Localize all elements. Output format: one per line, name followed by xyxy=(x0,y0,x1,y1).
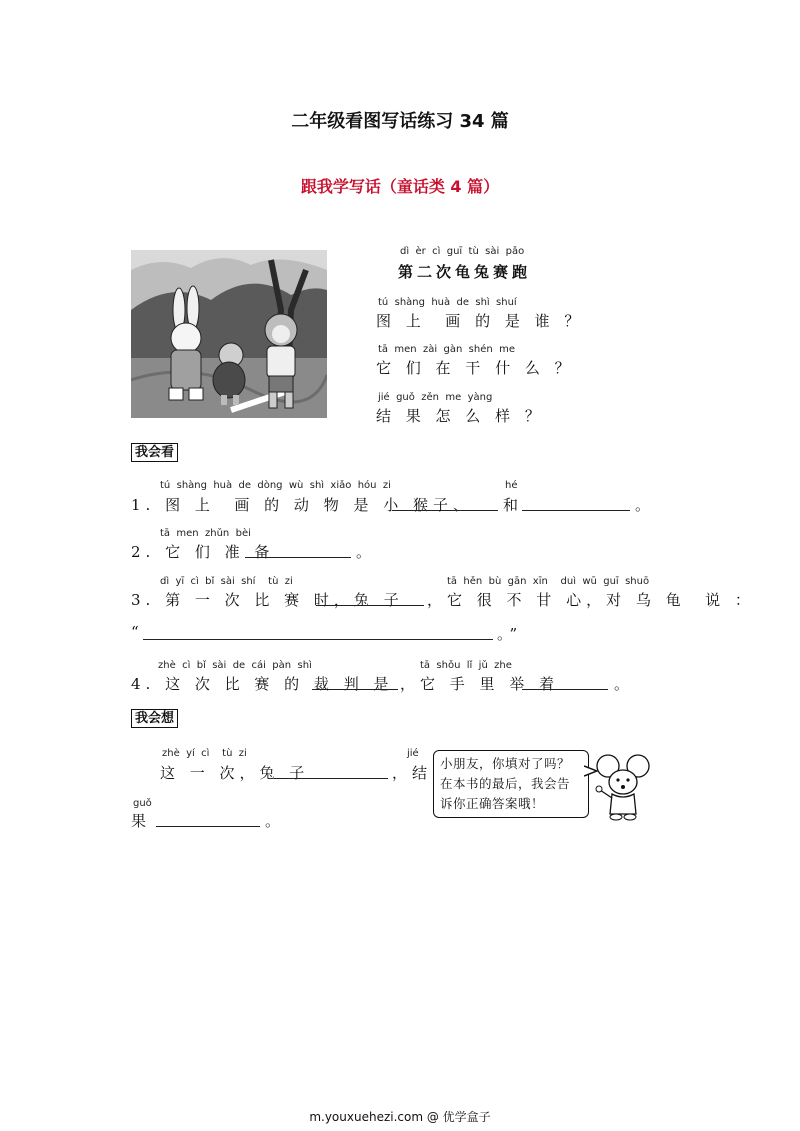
section-think-label: 我会想 xyxy=(131,709,178,728)
item-1-end: 。 xyxy=(635,496,656,514)
bubble-line-3: 诉你正确答案哦！ xyxy=(440,796,545,811)
item-3-text-a: 3. 第 一 次 比 赛 时，兔 子 xyxy=(131,591,404,609)
mouse-mascot-icon xyxy=(590,752,656,824)
page-title: 二年级看图写话练习 34 篇 xyxy=(291,111,509,132)
bubble-line-1: 小朋友，你填对了吗？ xyxy=(440,756,571,771)
think-pinyin-c: guǒ xyxy=(133,798,152,809)
item-3-quote-close: 。” xyxy=(497,625,523,643)
think-end: 。 xyxy=(265,812,286,830)
page-subtitle: 跟我学写话（童话类 4 篇） xyxy=(300,177,500,196)
item-3-pinyin-a: dì yī cì bǐ sài shí tù zi xyxy=(160,576,293,587)
item-3-blank-2[interactable] xyxy=(143,639,493,640)
item-1-blank-1[interactable] xyxy=(392,510,498,511)
item-3-pinyin-b: tā hěn bù gān xīn duì wū guī shuō xyxy=(447,576,650,587)
item-4-blank-1[interactable] xyxy=(312,689,398,690)
item-2-text: 2. 它 们 准 备 xyxy=(131,543,275,561)
item-3-blank-1[interactable] xyxy=(316,605,424,606)
item-3-text-b: ，它 很 不 甘 心，对 乌 龟 说 ： xyxy=(427,591,755,609)
item-4-end: 。 xyxy=(614,675,635,693)
story-title-pinyin: dì èr cì guī tù sài pǎo xyxy=(400,246,525,257)
item-2-pinyin: tā men zhǔn bèi xyxy=(160,528,251,539)
item-2-end: 。 xyxy=(356,543,377,561)
story-illustration xyxy=(131,250,327,418)
question-3-pinyin: jié guǒ zěn me yàng xyxy=(378,392,493,403)
item-4-blank-2[interactable] xyxy=(522,689,608,690)
question-3: 结 果 怎 么 样 ？ xyxy=(376,407,545,425)
item-4-pinyin-b: tā shǒu lǐ jǔ zhe xyxy=(420,660,512,671)
think-pinyin-a: zhè yí cì tù zi xyxy=(162,748,247,759)
think-pinyin-b: jié xyxy=(407,748,419,759)
item-4-pinyin-a: zhè cì bǐ sài de cái pàn shì xyxy=(158,660,312,671)
item-1-he: 和 xyxy=(503,496,524,514)
item-3-quote-open: “ xyxy=(131,623,144,641)
think-blank-1[interactable] xyxy=(274,778,388,779)
question-2-pinyin: tā men zài gàn shén me xyxy=(378,344,515,355)
think-text-b: ，结 xyxy=(392,764,433,782)
question-1-pinyin: tú shàng huà de shì shuí xyxy=(378,297,517,308)
think-text-c: 果 xyxy=(131,812,152,830)
item-4-text-b: ，它 手 里 举 着 xyxy=(400,675,560,693)
question-1: 图 上 画 的 是 谁 ？ xyxy=(376,312,585,330)
bubble-line-2: 在本书的最后，我会告 xyxy=(440,776,571,791)
item-1-text: 1. 图 上 画 的 动 物 是 小 猴子、 xyxy=(131,496,473,514)
think-blank-2[interactable] xyxy=(156,826,260,827)
story-title: 第二次龟兔赛跑 xyxy=(398,263,532,281)
item-1-pinyin: tú shàng huà de dòng wù shì xiǎo hóu zi xyxy=(160,480,391,491)
think-text-a: 这 一 次，兔 子 xyxy=(160,764,310,782)
item-4-text-a: 4. 这 次 比 赛 的 裁 判 是 xyxy=(131,675,394,693)
item-1-blank-2[interactable] xyxy=(522,510,630,511)
footer-watermark[interactable]: m.youxuehezi.com @ 优学盒子 xyxy=(309,1110,491,1124)
section-look-label: 我会看 xyxy=(131,443,178,462)
question-2: 它 们 在 干 什 么 ？ xyxy=(376,359,575,377)
item-2-blank[interactable] xyxy=(245,557,351,558)
item-1-pinyin-he: hé xyxy=(505,480,518,491)
